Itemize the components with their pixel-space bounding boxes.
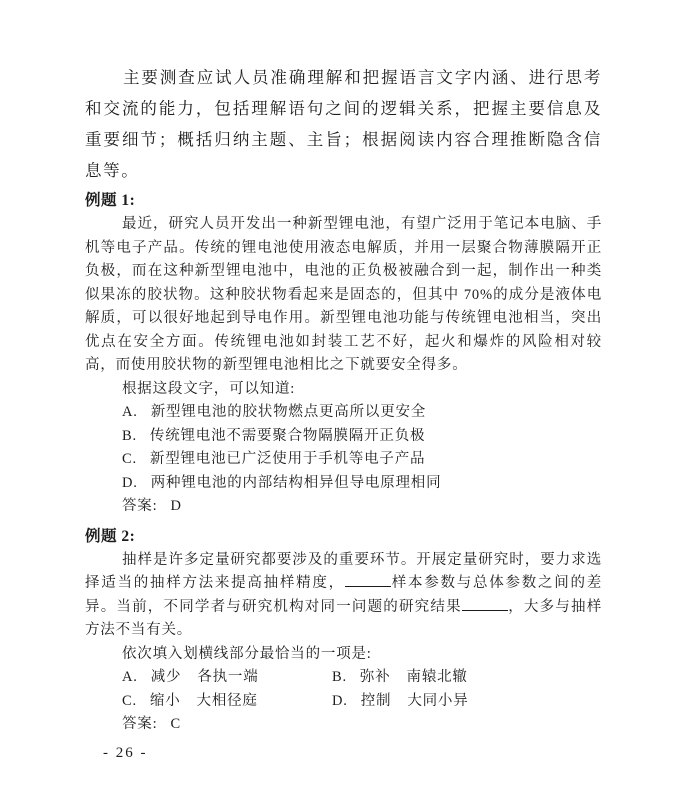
- example2-answer: [122, 713, 602, 737]
- example2-option-d: [332, 690, 602, 714]
- option-text: 新型锂电池的胶状物燃点更高所以更安全: [150, 404, 427, 420]
- option-label: B.: [122, 427, 137, 444]
- answer-value: C: [170, 716, 181, 732]
- example-1-section: [85, 188, 602, 519]
- option-label: D.: [332, 692, 348, 709]
- option-word2: 南辕北辙: [406, 669, 468, 685]
- example1-heading: 例题 1:: [85, 192, 136, 209]
- example-2-section: [85, 524, 602, 737]
- example1-option-b: [122, 425, 602, 449]
- option-label: B.: [332, 669, 347, 685]
- example1-question: 根据这段文字，可以知道:: [122, 380, 296, 397]
- example1-option-d: [122, 472, 602, 496]
- option-label: A.: [122, 404, 138, 420]
- option-label: C.: [122, 692, 137, 709]
- example2-passage: [85, 549, 602, 643]
- example1-answer: [122, 495, 602, 519]
- example1-option-c: [122, 448, 602, 472]
- example1-option-a: [122, 401, 602, 425]
- passage-text-2: 样本参数与总体参数之间的差异。当前，不同学者与研究机构对同一问题的研究结果: [85, 575, 602, 615]
- answer-label: 答案:: [122, 498, 158, 514]
- passage-text-3: ，大多与抽样方法不当有关。: [85, 598, 602, 638]
- example2-options: [122, 666, 602, 713]
- option-text: 传统锂电池不需要聚合物隔膜隔开正负极: [149, 427, 426, 444]
- option-text: 新型锂电池已广泛使用于手机等电子产品: [149, 451, 426, 467]
- option-text: 两种锂电池的内部结构相异但导电原理相同: [150, 474, 442, 491]
- intro-paragraph: 主要测查应试人员准确理解和把握语言文字内涵、进行思考和交流的能力，包括理解语句之间的逻辑关系，把握主要信息及重要细节；概括归纳主题、主旨；根据阅读内容合理推断隐含信息等。: [85, 68, 602, 180]
- option-label: D.: [122, 474, 138, 491]
- option-word1: 弥补: [359, 669, 391, 685]
- example2-option-c: [122, 690, 332, 714]
- example2-option-b: [332, 666, 602, 690]
- option-word2: 大相径庭: [196, 692, 258, 709]
- option-word1: 缩小: [149, 692, 181, 709]
- answer-label: 答案:: [122, 716, 158, 732]
- example2-option-a: [122, 666, 332, 690]
- option-word1: 减少: [150, 669, 182, 685]
- document-page: [85, 62, 602, 737]
- example2-heading: 例题 2:: [85, 527, 136, 545]
- option-word2: 各执一端: [197, 669, 259, 685]
- example1-passage: 最近，研究人员开发出一种新型锂电池，有望广泛用于笔记本电脑、手机等电子产品。传统的锂电池使用液态电解质，并用一层聚合物薄膜隔开正负极，而在这种新型锂电池中，电池的正负极被融合到一起，制作出一种类似果冻的胶状物。这种胶状物看起来是固态的，但其中 70%的成分是液体电解质，可以很好地起到导电作用。新型锂电池功能与传统锂电池相当，突出优点在安全方面。传统锂电池如封装工艺不好，起火和爆炸的风险相对较高，而使用胶状物的新型锂电池相比之下就要安全得多。: [85, 216, 602, 373]
- example1-options: [85, 401, 602, 495]
- blank-line-2: [462, 610, 508, 611]
- answer-value: D: [170, 498, 182, 514]
- page-number: - 26 -: [103, 745, 148, 761]
- option-label: C.: [122, 451, 137, 467]
- option-word2: 大同小异: [407, 692, 469, 709]
- passage-text-1: 抽样是许多定量研究都要涉及的重要环节。开展定量研究时，要力求选择适当的抽样方法来提高抽样精度，: [85, 551, 602, 591]
- option-word1: 控制: [360, 692, 392, 709]
- blank-line-1: [345, 586, 391, 587]
- example2-question: 依次填入划横线部分最恰当的一项是:: [122, 645, 372, 662]
- option-label: A.: [122, 669, 138, 685]
